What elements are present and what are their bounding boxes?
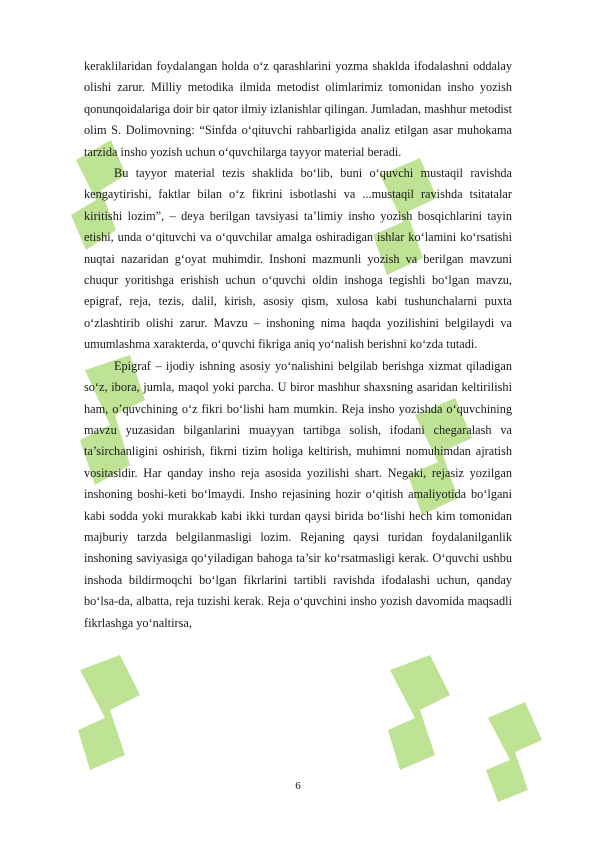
body-text xyxy=(84,56,512,634)
page-number: 6 xyxy=(295,780,301,792)
watermark-shape-right-bottom xyxy=(470,690,560,810)
watermark-shape-left-bottom xyxy=(60,640,160,780)
paragraph-3: Epigraf – ijodiy ishning asosiy yo‘nalishini belgilab berishga xizmat qiladigan so‘z, ibora, jumla, maqol yoki parcha. U biror mashhur shaxsning asaridan keltirilishi ham, o’quvchining o‘z fikri bo‘lishi ham mumkin. Reja insho yozishda o‘quvchining mavzu yuzasidan bilganlarini muayyan tartibga solish, ifodani chegaralash va ta’sirchanligini oshirish, fikrni tizim holiga keltirish, muhimni nomuhimdan ajratish vositasidir. Har qanday insho reja asosida yozilishi shart. Negaki, rejasiz yozilgan inshoning boshi-keti bo‘lmaydi. Insho rejasining hozir o‘qitish amaliyotida bo‘lgani kabi sodda yoki murakkab kabi ikki turdan qaysi birida bo‘lishi hech kim tomonidan majburiy tarzda belgilanmasligi lozim. Rejaning qaysi turidan foydalanilganlik inshoning saviyasiga qo‘yiladigan bahoga ta’sir ko‘rsatmasligi kerak. O‘quvchi ushbu inshoda bildirmoqchi bo‘lgan fikrlarini tartibli ravishda ifodalashi uchun, qanday bo‘lsa-da, albatta, reja tuzishi kerak. Reja o‘quvchini insho yozish davomida maqsadli fikrlashga yo‘naltirsa, xyxy=(84,358,512,630)
paragraph-1: keraklilaridan foydalangan holda o‘z qarashlarini yozma shaklda ifodalashni oddalay olishi zarur. Milliy metodika ilmida metodist olimlarimiz tomonidan insho yozish qonunqoidalariga doir bir qator ilmiy izlanishlar qilingan. Jumladan, mashhur metodist olim S. Dolimovning: “Sinfda o‘qituvchi rahbarligida analiz etilgan asar muhokama tarzida insho yozish uchun o‘quvchilarga tayyor material beradi. xyxy=(84,59,512,159)
paragraph-2: Bu tayyor material tezis shaklida bo‘lib, buni o‘quvchi mustaqil ravishda kengaytirishi, faktlar bilan o‘z fikrini isbotlashi va ...mustaqil ravishda tsitatalar kiritishi lozim”, – deya berilgan tavsiyasi ta’limiy insho yozish bosqichlarini tayin etishi, unda o‘qituvchi va o‘quvchilar amalga oshiradigan ishlar ko‘lamini ko‘rsatishi nuqtai nazaridan g‘oyat muhimdir. Inshoni mazmunli yozish va berilgan mavzuni chuqur yoritishga erishish uchun o‘quvchi oldin inshoga tegishli bo‘lgan mavzu, epigraf, reja, tezis, dalil, kirish, asosiy qism, xulosa kabi tushunchalarni puxta o‘zlashtirib olishi zarur. Mavzu – inshoning nima haqda yozilishini belgilaydi va umumlashma xarakterda, o‘quvchi fikriga aniq yo‘nalish berishni ko‘zda tutadi. xyxy=(84,166,512,352)
watermark-shape-center-bottom xyxy=(370,640,470,780)
